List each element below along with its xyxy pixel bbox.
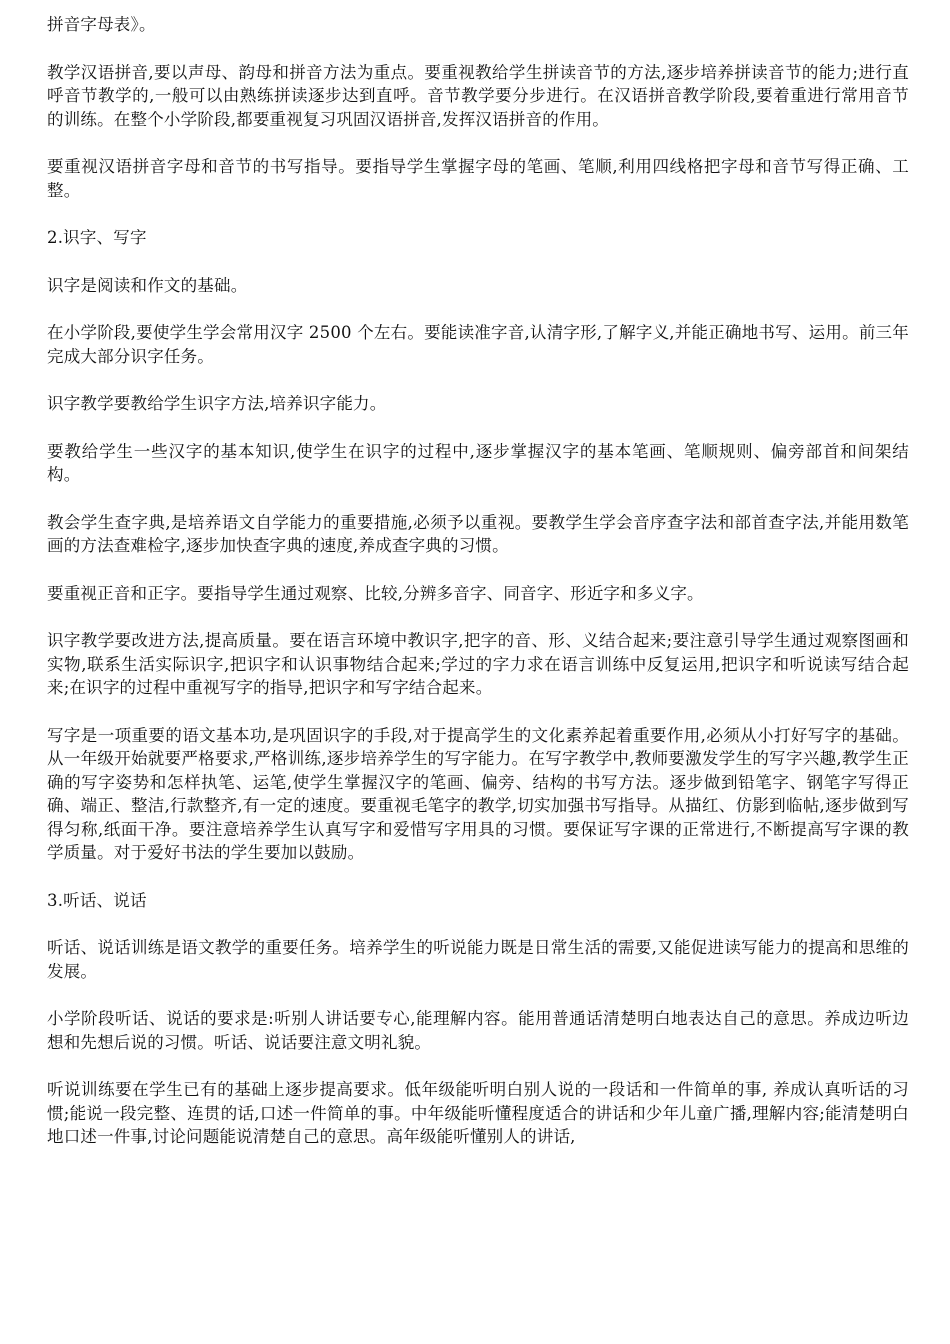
paragraph-pinyin-teaching: 教学汉语拼音,要以声母、韵母和拼音方法为重点。要重视教给学生拼读音节的方法,逐步培养拼读音节的能力;进行直呼音节教学的,一般可以由熟练拼读逐步达到直呼。音节教学要分步进行。在汉语拼音教学阶段,要着重进行常用音节的训练。在整个小学阶段,都要重视复习巩固汉语拼音,发挥汉语拼音的作用。	[47, 62, 909, 129]
paragraph-listening-training: 听说训练要在学生已有的基础上逐步提高要求。低年级能听明白别人说的一段话和一件简单的事, 养成认真听话的习惯;能说一段完整、连贯的话,口述一件简单的事。中年级能听懂程度适合的讲话和少年儿童广播,理解内容;能清楚明白地口述一件事,讨论问题能说清楚自己的意思。高年级能听懂别人的讲话,	[47, 1080, 909, 1146]
paragraph-fragment-alphabet: 拼音字母表》。	[47, 15, 156, 34]
paragraph-dictionary-use: 教会学生查字典,是培养语文自学能力的重要措施,必须予以重视。要教学生学会音序查字法和部首查字法,并能用数笔画的方法查难检字,逐步加快查字典的速度,养成查字典的习惯。	[47, 512, 909, 555]
paragraph-literacy-improvement: 识字教学要改进方法,提高质量。要在语言环境中教识字,把字的音、形、义结合起来;要注意引导学生通过观察图画和实物,联系生活实际识字,把识字和认识事物结合起来;学过的字力求在语言训练中反复运用,把识字和听说读写结合起来;在识字的过程中重视写字的指导,把识字和写字结合起来。	[47, 631, 909, 697]
paragraph-pinyin-writing: 要重视汉语拼音字母和音节的书写指导。要指导学生掌握字母的笔画、笔顺,利用四线格把字母和音节写得正确、工整。	[47, 157, 909, 200]
section-heading-literacy: 2.识字、写字	[47, 228, 147, 247]
paragraph-literacy-methods: 识字教学要教给学生识字方法,培养识字能力。	[47, 394, 387, 413]
document-page	[47, 0, 909, 1344]
paragraph-literacy-foundation: 识字是阅读和作文的基础。	[47, 275, 248, 295]
paragraph-listening-requirements: 小学阶段听话、说话的要求是:听别人讲话要专心,能理解内容。能用普通话清楚明白地表达自己的意思。养成边听边想和先想后说的习惯。听话、说话要注意文明礼貌。	[47, 1009, 909, 1052]
section-heading-listening-speaking: 3.听话、说话	[47, 890, 147, 910]
paragraph-character-count: 在小学阶段,要使学生学会常用汉字 2500 个左右。要能读准字音,认清字形,了解字义,并能正确地书写、运用。前三年完成大部分识字任务。	[47, 323, 909, 366]
paragraph-listening-task: 听话、说话训练是语文教学的重要任务。培养学生的听说能力既是日常生活的需要,又能促进读写能力的提高和思维的发展。	[47, 938, 909, 981]
paragraph-character-knowledge: 要教给学生一些汉字的基本知识,使学生在识字的过程中,逐步掌握汉字的基本笔画、笔顺规则、偏旁部首和间架结构。	[47, 441, 909, 484]
paragraph-handwriting: 写字是一项重要的语文基本功,是巩固识字的手段,对于提高学生的文化素养起着重要作用,必须从小打好写字的基础。从一年级开始就要严格要求,严格训练,逐步培养学生的写字能力。在写字教学中,教师要激发学生的写字兴趣,教学生正确的写字姿势和怎样执笔、运笔,使学生掌握汉字的笔画、偏旁、结构的书写方法。逐步做到铅笔字、钢笔字写得正确、端正、整洁,行款整齐,有一定的速度。要重视毛笔字的教学,切实加强书写指导。从描红、仿影到临帖,逐步做到写得匀称,纸面干净。要注意培养学生认真写字和爱惜写字用具的习惯。要保证写字课的正常进行,不断提高写字课的教学质量。对于爱好书法的学生要加以鼓励。	[47, 725, 909, 862]
paragraph-pronunciation: 要重视正音和正字。要指导学生通过观察、比较,分辨多音字、同音字、形近字和多义字。	[47, 583, 704, 603]
